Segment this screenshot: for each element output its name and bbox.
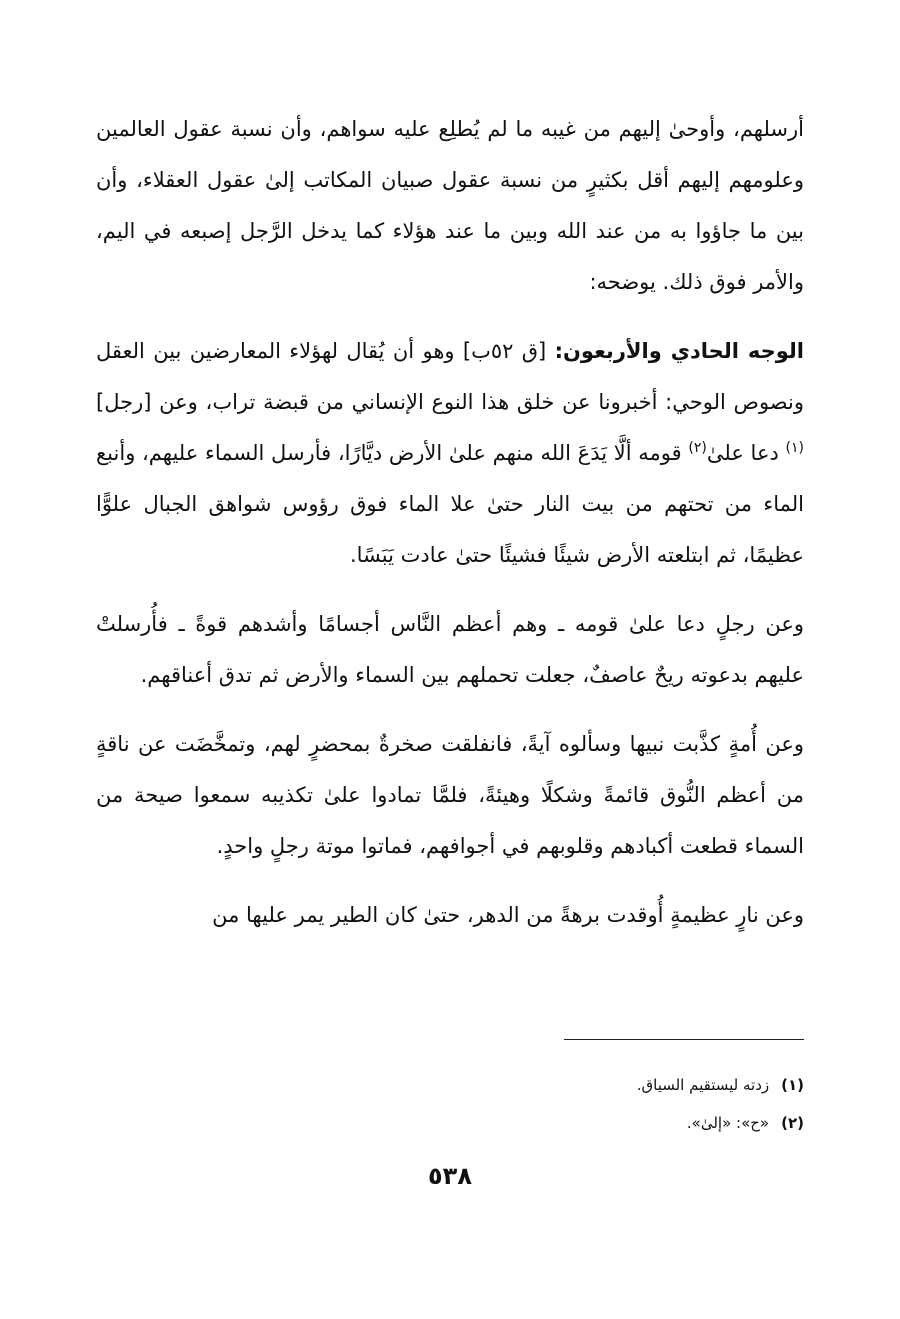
paragraph-1: أرسلهم، وأوحىٰ إليهم من غيبه ما لم يُطلِع عليه سواهم، وأن نسبة عقول العالمين وعلومهم إليهم أقل بكثيرٍ من نسبة عقول صبيان المكاتب إلىٰ عقول العقلاء، وأن بين ما جاؤوا به من عند الله وبين ما عند هؤلاء كما يدخل الرَّجل إصبعه في اليم، والأمر فوق ذلك. يوضحه: — [96, 117, 804, 294]
footnote-text: «ح»: «إلىٰ». — [686, 1114, 770, 1132]
footnote-1 — [104, 1066, 804, 1104]
footnote-divider — [564, 1039, 804, 1040]
paragraph-2-text-b: دعا علىٰ — [706, 441, 786, 465]
page-number: ٥٣٨ — [428, 1162, 472, 1190]
paragraph-2-text-a: [ق ٥٢ب] وهو أن يُقال لهؤلاء المعارضين بين العقل ونصوص الوحي: أخبرونا عن خلق هذا النوع الإنساني من قبضة تراب، وعن [رجل] — [96, 339, 804, 414]
footnote-number: (٢) — [781, 1114, 804, 1132]
paragraph-2-text-c: قومه ألَّا يَدَعَ الله منهم علىٰ الأرض ديَّارًا، فأرسل السماء عليهم، وأنبع الماء من تحتهم من بيت النار حتىٰ علا الماء فوق رؤوس شواهق الجبال علوًّا عظيمًا، ثم ابتلعته الأرض شيئًا فشيئًا حتىٰ عادت يَبَسًا. — [96, 441, 804, 567]
footnote-ref-2[interactable]: (٢) — [688, 440, 707, 456]
footnotes — [104, 1066, 804, 1142]
footnote-ref-1[interactable]: (١) — [785, 440, 804, 456]
footnote-text: زدته ليستقيم السياق. — [636, 1076, 770, 1094]
paragraph-3: وعن رجلٍ دعا علىٰ قومه ـ وهم أعظم النَّاس أجسامًا وأشدهم قوةً ـ فأُرسلتْ عليهم بدعوته ريحٌ عاصفٌ، جعلت تحملهم بين السماء والأرض ثم تدق أعناقهم. — [96, 612, 804, 687]
page-body — [96, 104, 804, 941]
paragraph-5: وعن نارٍ عظيمةٍ أُوقدت برهةً من الدهر، حتىٰ كان الطير يمر عليها من — [212, 903, 804, 927]
footnote-number: (١) — [781, 1076, 804, 1094]
paragraph-2 — [96, 326, 804, 581]
section-heading: الوجه الحادي والأربعون: — [554, 339, 805, 363]
footnote-2 — [104, 1104, 804, 1142]
paragraph-4: وعن أُمةٍ كذَّبت نبيها وسألوه آيةً، فانفلقت صخرةٌ بمحضرٍ لهم، وتمخَّضَت عن ناقةٍ من أعظم النُّوق قائمةً وشكلًا وهيئةً، فلمَّا تمادوا علىٰ تكذيبه سمعوا صيحة من السماء قطعت أكبادهم وقلوبهم في أجوافهم، فماتوا موتة رجلٍ واحدٍ. — [96, 732, 804, 858]
